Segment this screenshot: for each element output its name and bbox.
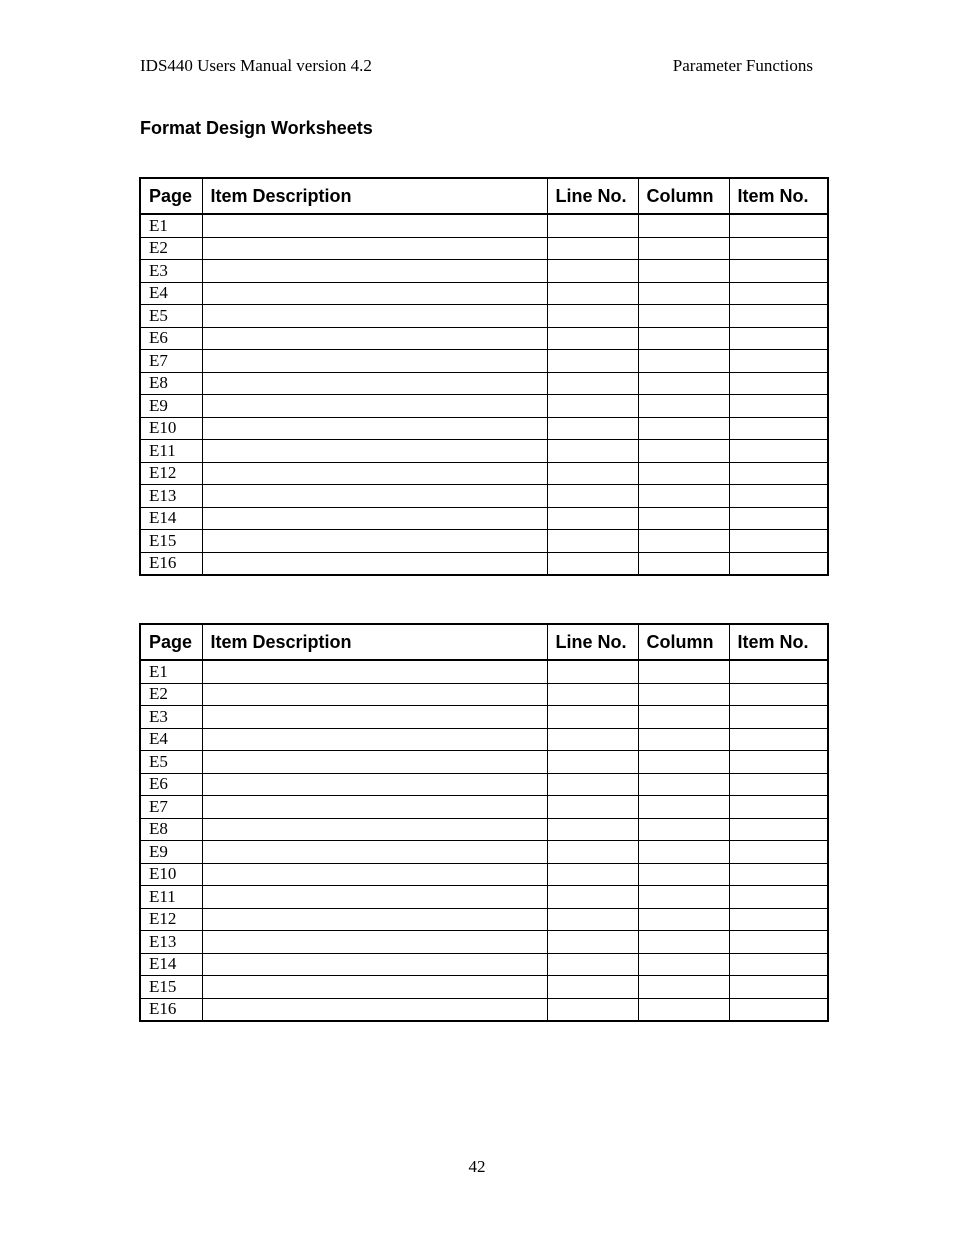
cell-item-no[interactable] — [729, 683, 828, 706]
cell-item-description[interactable] — [202, 886, 547, 909]
cell-item-description[interactable] — [202, 440, 547, 463]
cell-line-no[interactable] — [547, 773, 638, 796]
cell-item-description[interactable] — [202, 683, 547, 706]
table-row — [140, 863, 828, 886]
column-header-line-no: Line No. — [547, 624, 638, 660]
cell-column[interactable] — [638, 931, 729, 954]
cell-page: E1 — [140, 660, 202, 683]
cell-page: E2 — [140, 237, 202, 260]
cell-column[interactable] — [638, 660, 729, 683]
cell-page: E2 — [140, 683, 202, 706]
cell-line-no[interactable] — [547, 908, 638, 931]
page-number: 42 — [468, 1157, 486, 1176]
cell-column[interactable] — [638, 751, 729, 774]
cell-item-no[interactable] — [729, 350, 828, 373]
cell-page: E4 — [140, 728, 202, 751]
column-header-page: Page — [140, 624, 202, 660]
cell-item-description[interactable] — [202, 305, 547, 328]
cell-page: E14 — [140, 953, 202, 976]
cell-column[interactable] — [638, 976, 729, 999]
cell-column[interactable] — [638, 485, 729, 508]
cell-line-no[interactable] — [547, 327, 638, 350]
cell-column[interactable] — [638, 953, 729, 976]
cell-line-no[interactable] — [547, 728, 638, 751]
cell-item-no[interactable] — [729, 282, 828, 305]
cell-item-description[interactable] — [202, 998, 547, 1021]
cell-item-description[interactable] — [202, 372, 547, 395]
cell-item-no[interactable] — [729, 841, 828, 864]
cell-line-no[interactable] — [547, 214, 638, 237]
cell-page: E1 — [140, 214, 202, 237]
cell-line-no[interactable] — [547, 931, 638, 954]
table-row — [140, 706, 828, 729]
cell-page: E11 — [140, 440, 202, 463]
cell-item-no[interactable] — [729, 462, 828, 485]
cell-column[interactable] — [638, 683, 729, 706]
cell-item-description[interactable] — [202, 237, 547, 260]
cell-column[interactable] — [638, 260, 729, 283]
column-header-column: Column — [638, 624, 729, 660]
cell-item-no[interactable] — [729, 863, 828, 886]
table-row — [140, 530, 828, 553]
cell-column[interactable] — [638, 305, 729, 328]
table-row — [140, 976, 828, 999]
cell-item-description[interactable] — [202, 728, 547, 751]
table-row — [140, 440, 828, 463]
cell-item-no[interactable] — [729, 751, 828, 774]
cell-item-no[interactable] — [729, 327, 828, 350]
cell-item-description[interactable] — [202, 796, 547, 819]
cell-page: E6 — [140, 773, 202, 796]
table-row — [140, 908, 828, 931]
cell-item-no[interactable] — [729, 372, 828, 395]
cell-page: E5 — [140, 751, 202, 774]
cell-item-no[interactable] — [729, 552, 828, 575]
table-row — [140, 728, 828, 751]
section-title: Format Design Worksheets — [140, 118, 373, 138]
cell-item-description[interactable] — [202, 350, 547, 373]
cell-column[interactable] — [638, 841, 729, 864]
cell-line-no[interactable] — [547, 683, 638, 706]
cell-column[interactable] — [638, 350, 729, 373]
table-row — [140, 485, 828, 508]
cell-item-no[interactable] — [729, 395, 828, 418]
cell-line-no[interactable] — [547, 282, 638, 305]
cell-page: E8 — [140, 818, 202, 841]
cell-column[interactable] — [638, 706, 729, 729]
cell-item-description[interactable] — [202, 953, 547, 976]
worksheet-table-1 — [139, 177, 829, 576]
cell-item-description[interactable] — [202, 214, 547, 237]
cell-page: E14 — [140, 507, 202, 530]
cell-item-no[interactable] — [729, 485, 828, 508]
cell-item-description[interactable] — [202, 462, 547, 485]
cell-item-no[interactable] — [729, 728, 828, 751]
cell-item-no[interactable] — [729, 660, 828, 683]
cell-column[interactable] — [638, 507, 729, 530]
cell-item-no[interactable] — [729, 773, 828, 796]
table-row — [140, 507, 828, 530]
cell-item-description[interactable] — [202, 395, 547, 418]
cell-column[interactable] — [638, 462, 729, 485]
cell-item-description[interactable] — [202, 327, 547, 350]
cell-page: E9 — [140, 395, 202, 418]
cell-line-no[interactable] — [547, 485, 638, 508]
cell-item-no[interactable] — [729, 886, 828, 909]
table-row — [140, 953, 828, 976]
cell-column[interactable] — [638, 327, 729, 350]
cell-page: E16 — [149, 999, 177, 1019]
cell-item-no[interactable] — [729, 908, 828, 931]
table-row — [140, 841, 828, 864]
cell-line-no[interactable] — [547, 530, 638, 553]
cell-line-no[interactable] — [547, 953, 638, 976]
cell-page: E7 — [140, 796, 202, 819]
table-row — [140, 237, 828, 260]
cell-line-no[interactable] — [547, 841, 638, 864]
cell-item-no[interactable] — [729, 305, 828, 328]
cell-item-description[interactable] — [202, 841, 547, 864]
cell-column[interactable] — [638, 372, 729, 395]
cell-page: E3 — [140, 260, 202, 283]
cell-line-no[interactable] — [547, 305, 638, 328]
cell-line-no[interactable] — [547, 237, 638, 260]
cell-line-no[interactable] — [547, 751, 638, 774]
cell-column[interactable] — [638, 214, 729, 237]
column-header-page: Page — [140, 178, 202, 214]
cell-item-no[interactable] — [729, 931, 828, 954]
cell-column[interactable] — [638, 796, 729, 819]
cell-item-description[interactable] — [202, 931, 547, 954]
cell-line-no[interactable] — [547, 372, 638, 395]
cell-line-no[interactable] — [547, 818, 638, 841]
cell-item-no[interactable] — [729, 796, 828, 819]
cell-column[interactable] — [638, 395, 729, 418]
table-row — [140, 214, 828, 237]
cell-page: E9 — [140, 841, 202, 864]
cell-column[interactable] — [638, 417, 729, 440]
cell-line-no[interactable] — [547, 440, 638, 463]
cell-column[interactable] — [638, 440, 729, 463]
cell-item-no[interactable] — [729, 440, 828, 463]
cell-item-no[interactable] — [729, 260, 828, 283]
cell-item-no[interactable] — [729, 818, 828, 841]
cell-item-no[interactable] — [729, 976, 828, 999]
cell-line-no[interactable] — [547, 417, 638, 440]
cell-item-no[interactable] — [729, 530, 828, 553]
table-row — [140, 462, 828, 485]
cell-line-no[interactable] — [547, 998, 638, 1021]
cell-item-description[interactable] — [202, 417, 547, 440]
cell-page: E12 — [140, 908, 202, 931]
cell-item-description[interactable] — [202, 282, 547, 305]
cell-column[interactable] — [638, 237, 729, 260]
cell-page: E15 — [140, 976, 202, 999]
cell-page: E3 — [140, 706, 202, 729]
cell-item-no[interactable] — [729, 998, 828, 1021]
column-header-line-no: Line No. — [547, 178, 638, 214]
cell-item-description[interactable] — [202, 260, 547, 283]
cell-page: E5 — [140, 305, 202, 328]
worksheet-table-2 — [139, 623, 829, 1022]
cell-line-no[interactable] — [547, 886, 638, 909]
cell-item-description[interactable] — [202, 660, 547, 683]
cell-page: E11 — [140, 886, 202, 909]
cell-page: E13 — [140, 485, 202, 508]
cell-page: E12 — [140, 462, 202, 485]
cell-item-description[interactable] — [202, 773, 547, 796]
running-header-section: Parameter Functions — [672, 56, 813, 75]
cell-column[interactable] — [638, 863, 729, 886]
cell-line-no[interactable] — [547, 260, 638, 283]
cell-line-no[interactable] — [547, 796, 638, 819]
cell-column[interactable] — [638, 552, 729, 575]
cell-item-description[interactable] — [202, 706, 547, 729]
table-row — [140, 931, 828, 954]
cell-line-no[interactable] — [547, 660, 638, 683]
table-row — [140, 305, 828, 328]
table-row — [140, 886, 828, 909]
table-row — [140, 552, 828, 575]
cell-column[interactable] — [638, 282, 729, 305]
cell-item-description[interactable] — [202, 507, 547, 530]
cell-line-no[interactable] — [547, 863, 638, 886]
cell-item-no[interactable] — [729, 507, 828, 530]
table-row — [140, 417, 828, 440]
cell-item-description[interactable] — [202, 530, 547, 553]
table-row — [140, 683, 828, 706]
table-row — [140, 327, 828, 350]
table-row — [140, 818, 828, 841]
table-header-row — [140, 624, 828, 660]
cell-page: E7 — [140, 350, 202, 373]
cell-line-no[interactable] — [547, 462, 638, 485]
cell-page: E8 — [140, 372, 202, 395]
column-header-item-no: Item No. — [729, 624, 828, 660]
table-row — [140, 796, 828, 819]
column-header-item-no: Item No. — [729, 178, 828, 214]
cell-item-description[interactable] — [202, 818, 547, 841]
table-row — [140, 773, 828, 796]
cell-item-no[interactable] — [729, 706, 828, 729]
cell-item-description[interactable] — [202, 751, 547, 774]
cell-column[interactable] — [638, 908, 729, 931]
table-header-row — [140, 178, 828, 214]
table-row — [140, 282, 828, 305]
column-header-item-description: Item Description — [202, 178, 547, 214]
cell-column[interactable] — [638, 886, 729, 909]
table-row — [140, 395, 828, 418]
cell-item-no[interactable] — [729, 237, 828, 260]
table-row — [140, 751, 828, 774]
running-header-title: IDS440 Users Manual version 4.2 — [140, 56, 372, 75]
table-row — [140, 660, 828, 683]
cell-line-no[interactable] — [547, 350, 638, 373]
cell-column[interactable] — [638, 773, 729, 796]
cell-item-description[interactable] — [202, 976, 547, 999]
cell-page: E15 — [140, 530, 202, 553]
table-row — [140, 998, 828, 1021]
cell-line-no[interactable] — [547, 976, 638, 999]
table-row — [140, 350, 828, 373]
cell-item-no[interactable] — [729, 417, 828, 440]
cell-item-description[interactable] — [202, 485, 547, 508]
table-row — [140, 260, 828, 283]
cell-item-no[interactable] — [729, 953, 828, 976]
cell-line-no[interactable] — [547, 706, 638, 729]
cell-column[interactable] — [638, 998, 729, 1021]
column-header-item-description: Item Description — [202, 624, 547, 660]
cell-item-no[interactable] — [729, 214, 828, 237]
cell-item-description[interactable] — [202, 863, 547, 886]
cell-item-description[interactable] — [202, 552, 547, 575]
table-row — [140, 372, 828, 395]
cell-item-description[interactable] — [202, 908, 547, 931]
cell-page: E4 — [140, 282, 202, 305]
cell-page: E16 — [149, 553, 177, 573]
cell-column[interactable] — [638, 728, 729, 751]
cell-page: E10 — [140, 417, 202, 440]
cell-page: E6 — [140, 327, 202, 350]
cell-column[interactable] — [638, 818, 729, 841]
cell-page: E10 — [140, 863, 202, 886]
cell-line-no[interactable] — [547, 507, 638, 530]
column-header-column: Column — [638, 178, 729, 214]
cell-page: E13 — [140, 931, 202, 954]
cell-line-no[interactable] — [547, 395, 638, 418]
cell-line-no[interactable] — [547, 552, 638, 575]
cell-column[interactable] — [638, 530, 729, 553]
